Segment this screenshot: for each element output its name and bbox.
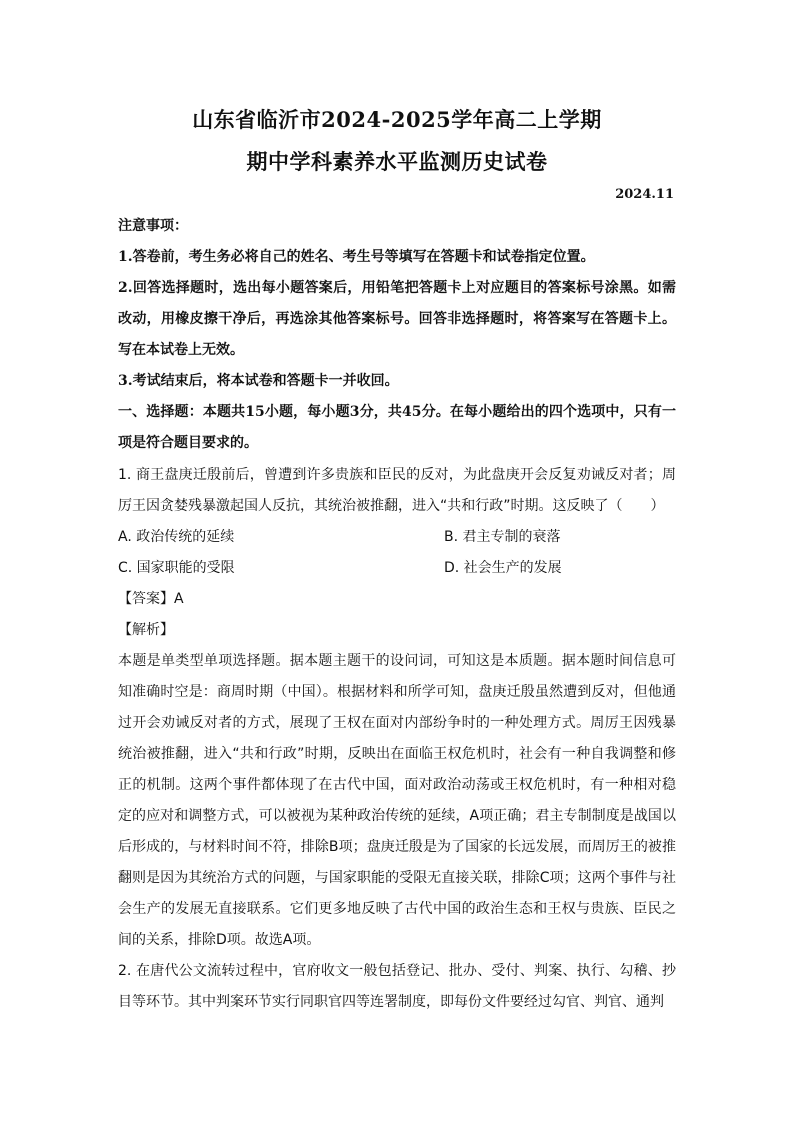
question-1-options-row-1 [118, 522, 676, 553]
section-1-heading: 一、选择题：本题共15小题，每小题3分，共45分。在每小题给出的四个选项中，只有一项是符合题目要求的。 [118, 404, 676, 451]
question-1 [118, 460, 676, 522]
option-d: D. 社会生产的发展 [444, 560, 562, 576]
option-a: A. 政治传统的延续 [118, 529, 235, 545]
question-1-solution [118, 584, 676, 1018]
question-1-options-row-2 [118, 553, 676, 584]
question-2-stem: 2. 在唐代公文流转过程中，官府收文一般包括登记、批办、受付、判案、执行、勾稽、抄目等环节。其中判案环节实行同职官四等连署制度，即每份文件要经过勾官、判官、通判 [118, 963, 676, 1010]
notes-item-3: 3.考试结束后，将本试卷和答题卡一并收回。 [118, 373, 399, 389]
option-c: C. 国家职能的受限 [118, 560, 235, 576]
notes-item-2: 2.回答选择题时，选出每小题答案后，用铅笔把答题卡上对应题目的答案标号涂黑。如需改动，用橡皮擦干净后，再选涂其他答案标号。回答非选择题时，将答案写在答题卡上。写在本试卷上无效。 [118, 280, 676, 358]
question-1-answer: 【答案】A [118, 591, 184, 607]
notes-item-1: 1.答卷前，考生务必将自己的姓名、考生号等填写在答题卡和试卷指定位置。 [118, 249, 595, 265]
exam-title-line2: 期中学科素养水平监测历史试卷 [246, 149, 548, 174]
question-1-stem: 1. 商王盘庚迁殷前后，曾遭到许多贵族和臣民的反对，为此盘庚开会反复劝诫反对者；周厉王因贪婪残暴激起国人反抗，其统治被推翻，进入“共和行政”时期。这反映了（ ） [118, 467, 676, 514]
exam-date: 2024.11 [615, 187, 674, 202]
notes-heading: 注意事项： [118, 218, 188, 234]
notes-section [118, 211, 676, 459]
option-b: B. 君主专制的衰落 [444, 529, 561, 545]
question-1-analysis: 本题是单类型单项选择题。据本题主题干的设问词，可知这是本质题。据本题时间信息可知准确时空是：商周时期（中国）。根据材料和所学可知，盘庚迁殷虽然遭到反对，但他通过开会劝诫反对者的方式，展现了王权在面对内部纷争时的一种处理方式。周厉王因残暴统治被推翻，进入“共和行政”时期，反映出在面临王权危机时，社会有一种自我调整和修正的机制。这两个事件都体现了在古代中国，面对政治动荡或王权危机时，有一种相对稳定的应对和调整方式，可以被视为某种政治传统的延续，A项正确；君主专制制度是战国以后形成的，与材料时间不符，排除B项；盘庚迁殷是为了国家的长远发展，而周厉王的被推翻则是因为其统治方式的问题，与国家职能的受限无直接关联，排除C项；这两个事件与社会生产的发展无直接联系。它们更多地反映了古代中国的政治生态和王权与贵族、臣民之间的关系，排除D项。故选A项。 [118, 653, 676, 948]
analysis-label: 【解析】 [118, 622, 174, 638]
exam-title-line1: 山东省临沂市2024-2025学年高二上学期 [192, 107, 602, 132]
